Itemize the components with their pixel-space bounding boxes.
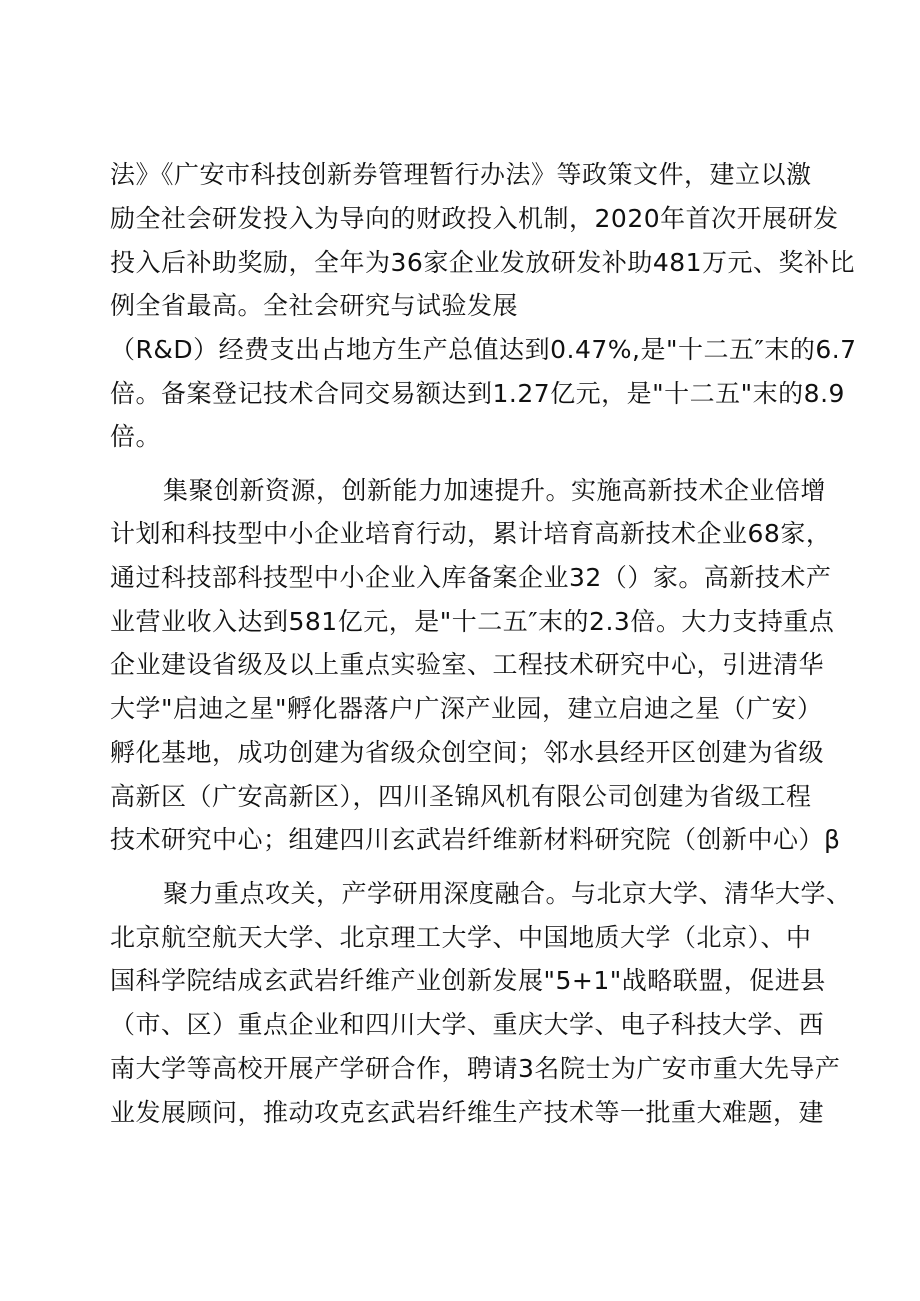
paragraph-first-line: 聚力重点攻关，产学研用深度融合。与北京大学、清华大学、 [163, 879, 852, 908]
text-line: 北京航空航天大学、北京理工大学、中国地质大学（北京）、中 [110, 923, 812, 952]
text-line: 业营业收入达到581亿元，是"十二五″末的2.3倍。大力支持重点 [110, 607, 835, 636]
text-line: （市、区）重点企业和四川大学、重庆大学、电子科技大学、西 [110, 1010, 825, 1039]
text-line: 大学"启迪之星"孵化器落户广深产业园，建立启迪之星（广安） [110, 694, 823, 723]
text-line: 投入后补助奖励，全年为36家企业发放研发补助481万元、奖补比 [110, 248, 856, 277]
text-line: 企业建设省级及以上重点实验室、工程技术研究中心，引进清华 [110, 650, 825, 679]
text-line: 例全省最高。全社会研究与试验发展 [110, 291, 519, 320]
text-line: 高新区（广安高新区），四川圣锦风机有限公司创建为省级工程 [110, 782, 812, 811]
text-line: （R&D）经费支出占地方生产总值达到0.47%,是"十二五″末的6.7 [110, 335, 857, 364]
text-line: 计划和科技型中小企业培育行动，累计培育高新技术企业68家， [110, 519, 832, 548]
text-line: 技术研究中心；组建四川玄武岩纤维新材料研究院（创新中心）β [110, 825, 841, 854]
text-line: 业发展顾问，推动攻克玄武岩纤维生产技术等一批重大难题，建 [110, 1098, 825, 1127]
text-line: 倍。备案登记技术合同交易额达到1.27亿元，是"十二五"末的8.9 [110, 379, 845, 408]
text-line: 南大学等高校开展产学研合作，聘请3名院士为广安市重大先导产 [110, 1054, 841, 1083]
text-line: 通过科技部科技型中小企业入库备案企业32（）家。高新技术产 [110, 563, 832, 592]
text-line: 倍。 [110, 422, 162, 451]
text-line: 孵化基地，成功创建为省级众创空间；邻水县经开区创建为省级 [110, 738, 825, 767]
text-line: 国科学院结成玄武岩纤维产业创新发展"5+1"战略联盟，促进县 [110, 966, 826, 995]
text-line: 法》《广安市科技创新券管理暂行办法》等政策文件，建立以激 [110, 160, 812, 189]
paragraph-first-line: 集聚创新资源，创新能力加速提升。实施高新技术企业倍增 [163, 476, 827, 505]
text-line: 励全社会研发投入为导向的财政投入机制，2020年首次开展研发 [110, 204, 839, 233]
